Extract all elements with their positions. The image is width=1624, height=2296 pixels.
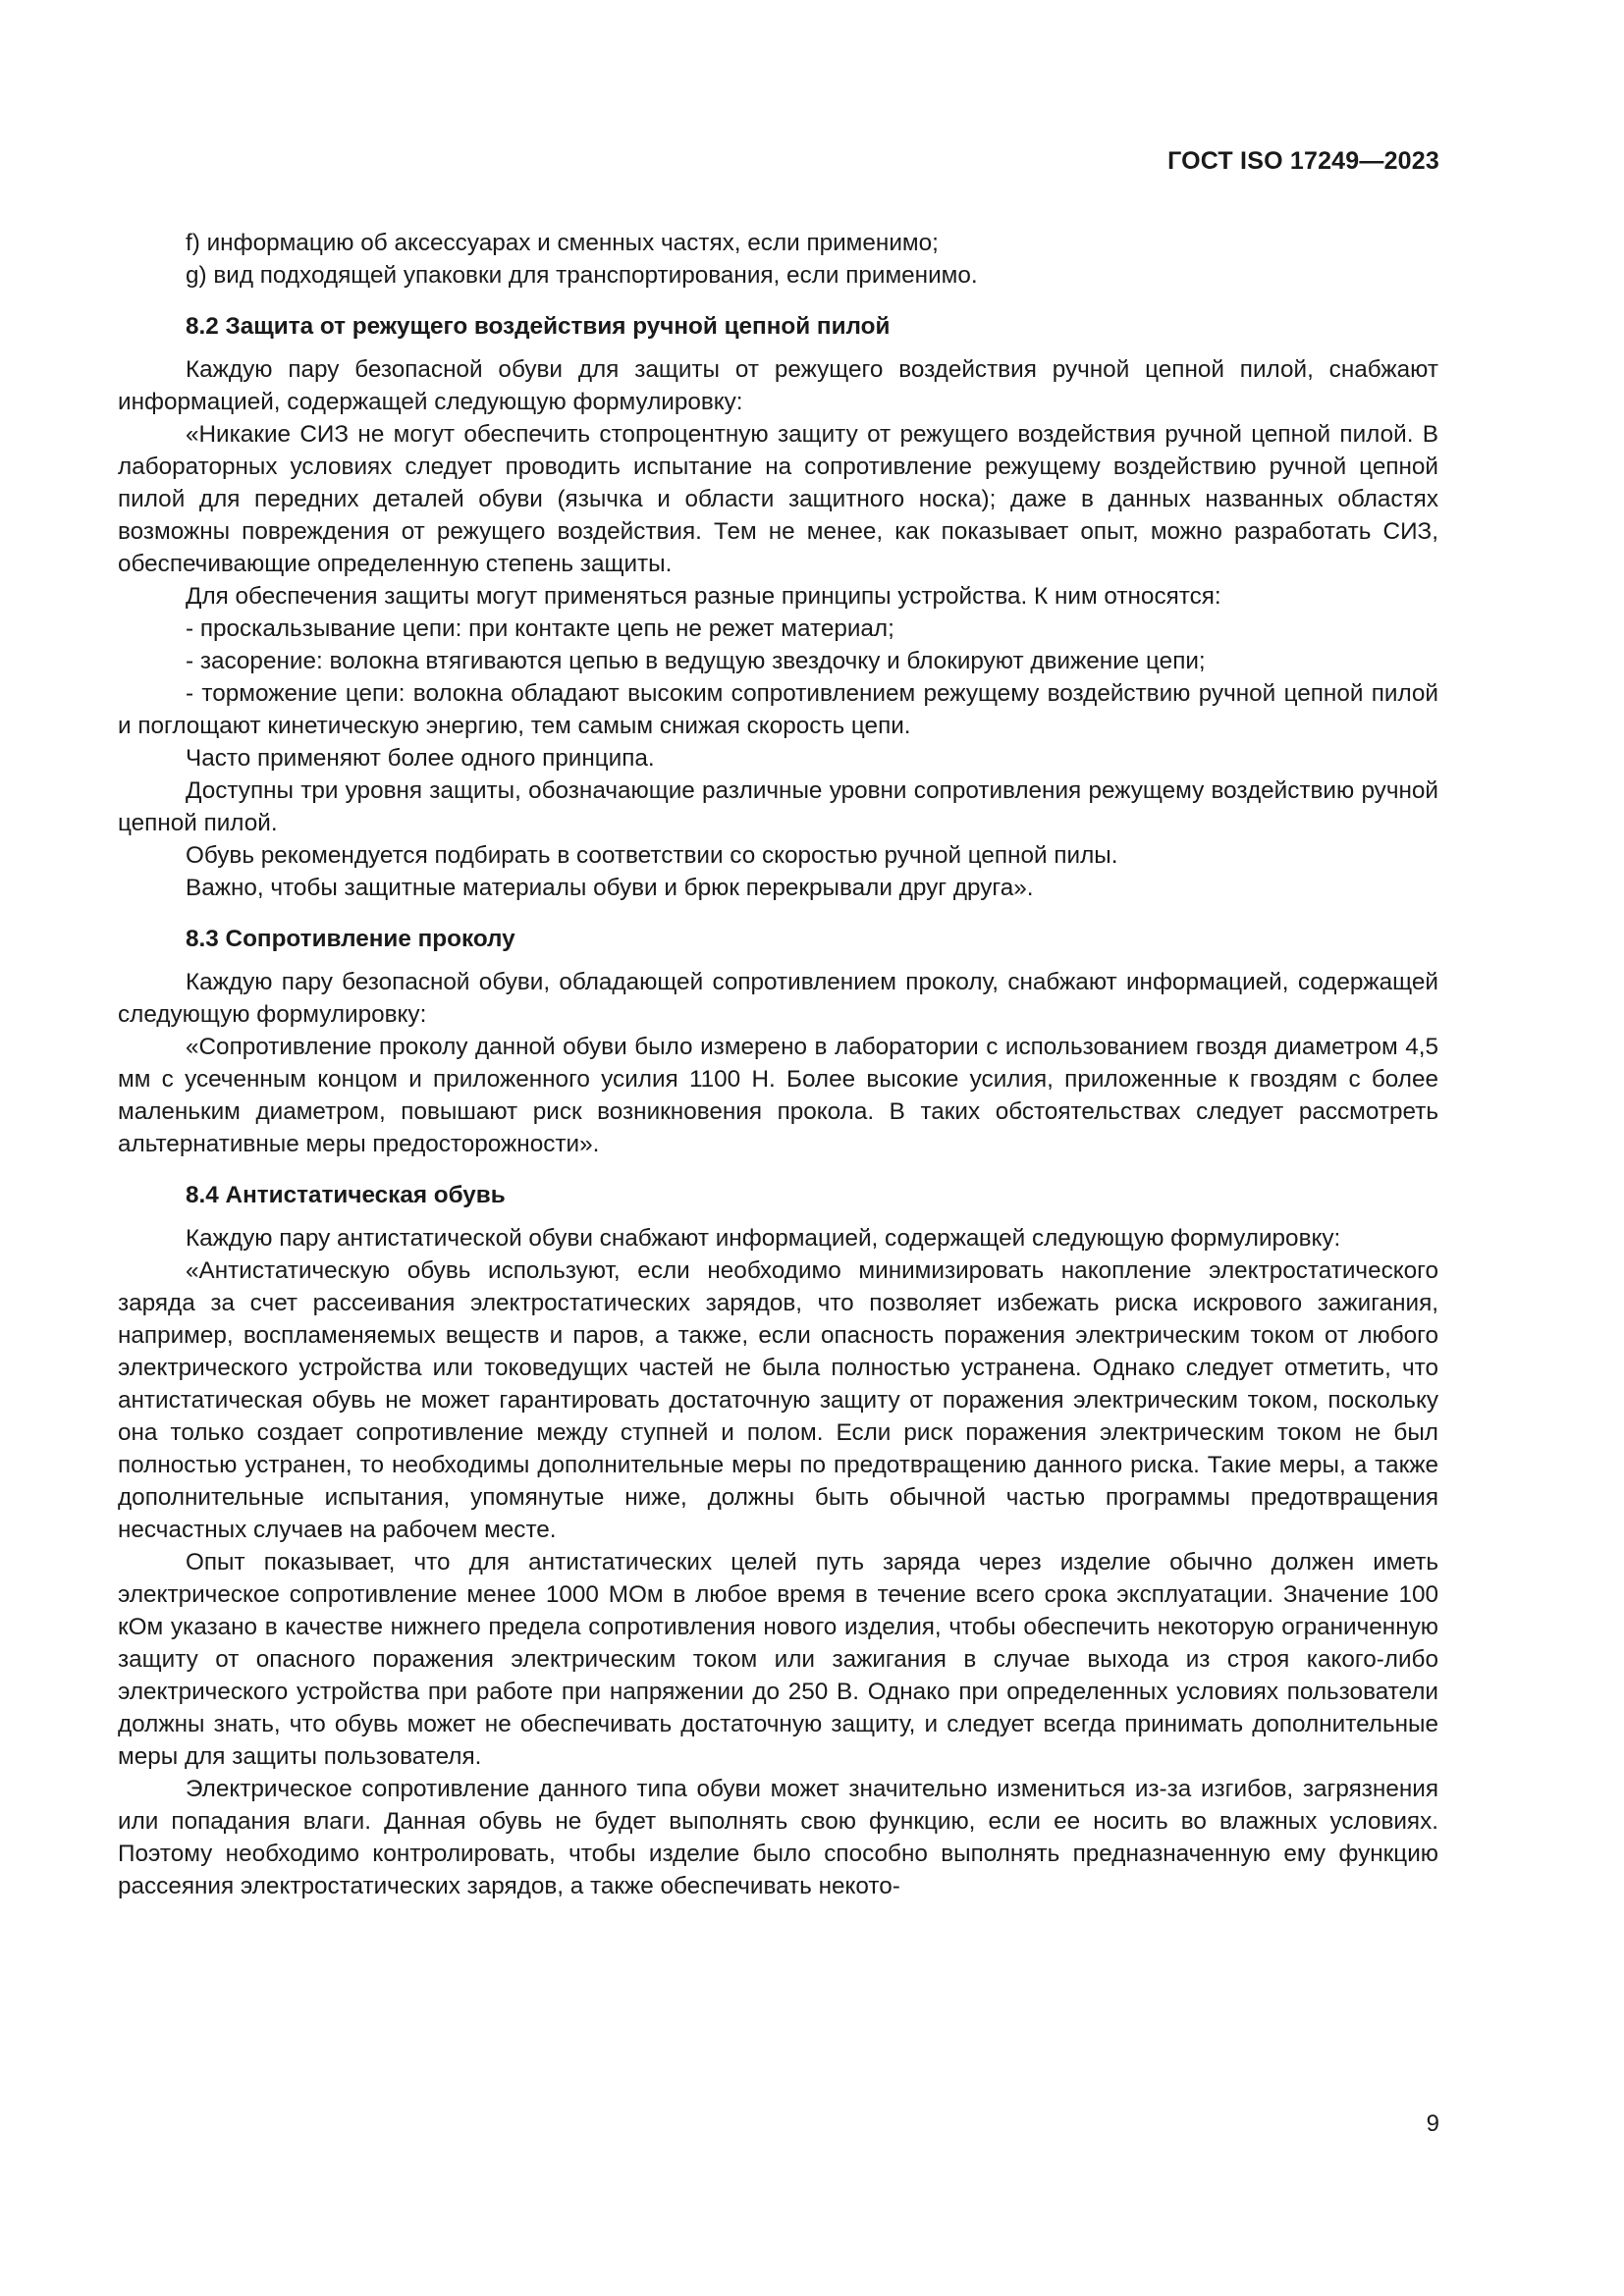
paragraph: Важно, чтобы защитные материалы обуви и брюк перекрывали друг друга». [186, 875, 1034, 901]
paragraph: - проскальзывание цепи: при контакте цепь не режет материал; [186, 615, 894, 642]
paragraph: - торможение цепи: волокна обладают высоким сопротивлением режущему воздействию ручной цепной пилой и поглощают кинетическую энергию, тем самым снижая скорость цепи. [118, 680, 1438, 739]
paragraph: Каждую пару антистатической обуви снабжают информацией, содержащей следующую формулировку: [186, 1225, 1341, 1252]
document-body [118, 227, 1438, 1902]
section-heading-8-3: 8.3 Сопротивление проколу [186, 926, 515, 952]
paragraph: Каждую пару безопасной обуви для защиты от режущего воздействия ручной цепной пилой, снабжают информацией, содержащей следующую формулировку: [118, 356, 1438, 415]
paragraph: «Никакие СИЗ не могут обеспечить стопроцентную защиту от режущего воздействия ручной цепной пилой. В лабораторных условиях следует проводить испытание на сопротивление режущему воздействию ручной цепной пилой для передних деталей обуви (язычка и области защитного носка); даже в данных названных областях возможны повреждения от режущего воздействия. Тем не менее, как показывает опыт, можно разработать СИЗ, обеспечивающие определенную степень защиты. [118, 421, 1438, 577]
paragraph: Для обеспечения защиты могут применяться разные принципы устройства. К ним относятся: [186, 583, 1221, 610]
paragraph: Часто применяют более одного принципа. [186, 745, 655, 772]
paragraph: Каждую пару безопасной обуви, обладающей сопротивлением проколу, снабжают информацией, содержащей следующую формулировку: [118, 969, 1438, 1028]
list-item: f) информацию об аксессуарах и сменных частях, если применимо; [186, 230, 939, 256]
list-item: g) вид подходящей упаковки для транспортирования, если применимо. [186, 262, 978, 289]
page-number: 9 [1426, 2110, 1439, 2137]
paragraph: Обувь рекомендуется подбирать в соответствии со скоростью ручной цепной пилы. [186, 842, 1118, 869]
paragraph: «Антистатическую обувь используют, если необходимо минимизировать накопление электростатического заряда за счет рассеивания электростатических зарядов, что позволяет избежать риска искрового зажигания, например, воспламеняемых веществ и паров, а также, если опасность поражения электрическим током от любого электрического устройства или токоведущих частей не была полностью устранена. Однако следует отметить, что антистатическая обувь не может гарантировать достаточную защиту от поражения электрическим током, поскольку она только создает сопротивление между ступней и полом. Если риск поражения электрическим током не был полностью устранен, то необходимы дополнительные меры по предотвращению данного риска. Такие меры, а также дополнительные испытания, упомянутые ниже, должны быть обычной частью программы предотвращения несчастных случаев на рабочем месте. [118, 1257, 1438, 1543]
paragraph: Доступны три уровня защиты, обозначающие различные уровни сопротивления режущему воздействию ручной цепной пилой. [118, 777, 1438, 836]
section-heading-8-4: 8.4 Антистатическая обувь [186, 1182, 506, 1208]
paragraph: Опыт показывает, что для антистатических целей путь заряда через изделие обычно должен иметь электрическое сопротивление менее 1000 МОм в любое время в течение всего срока эксплуатации. Значение 100 кОм указано в качестве нижнего предела сопротивления нового изделия, чтобы обеспечить некоторую ограниченную защиту от опасного поражения электрическим током или зажигания в случае выхода из строя какого-либо электрического устройства при работе при напряжении до 250 В. Однако при определенных условиях пользователи должны знать, что обувь может не обеспечивать достаточную защиту, и следует всегда принимать дополнительные меры для защиты пользователя. [118, 1549, 1438, 1770]
paragraph: «Сопротивление проколу данной обуви было измерено в лаборатории с использованием гвоздя диаметром 4,5 мм с усеченным концом и приложенного усилия 1100 Н. Более высокие усилия, приложенные к гвоздям с более маленьким диаметром, повышают риск возникновения прокола. В таких обстоятельствах следует рассмотреть альтернативные меры предосторожности». [118, 1034, 1438, 1157]
document-code: ГОСТ ISO 17249—2023 [1167, 147, 1439, 175]
paragraph: Электрическое сопротивление данного типа обуви может значительно измениться из-за изгибов, загрязнения или попадания влаги. Данная обувь не будет выполнять свою функцию, если ее носить во влажных условиях. Поэтому необходимо контролировать, чтобы изделие было способно выполнять предназначенную ему функцию рассеяния электростатических зарядов, а также обеспечивать некото- [118, 1776, 1438, 1899]
paragraph: - засорение: волокна втягиваются цепью в ведущую звездочку и блокируют движение цепи; [186, 648, 1206, 674]
section-heading-8-2: 8.2 Защита от режущего воздействия ручной цепной пилой [186, 313, 891, 340]
